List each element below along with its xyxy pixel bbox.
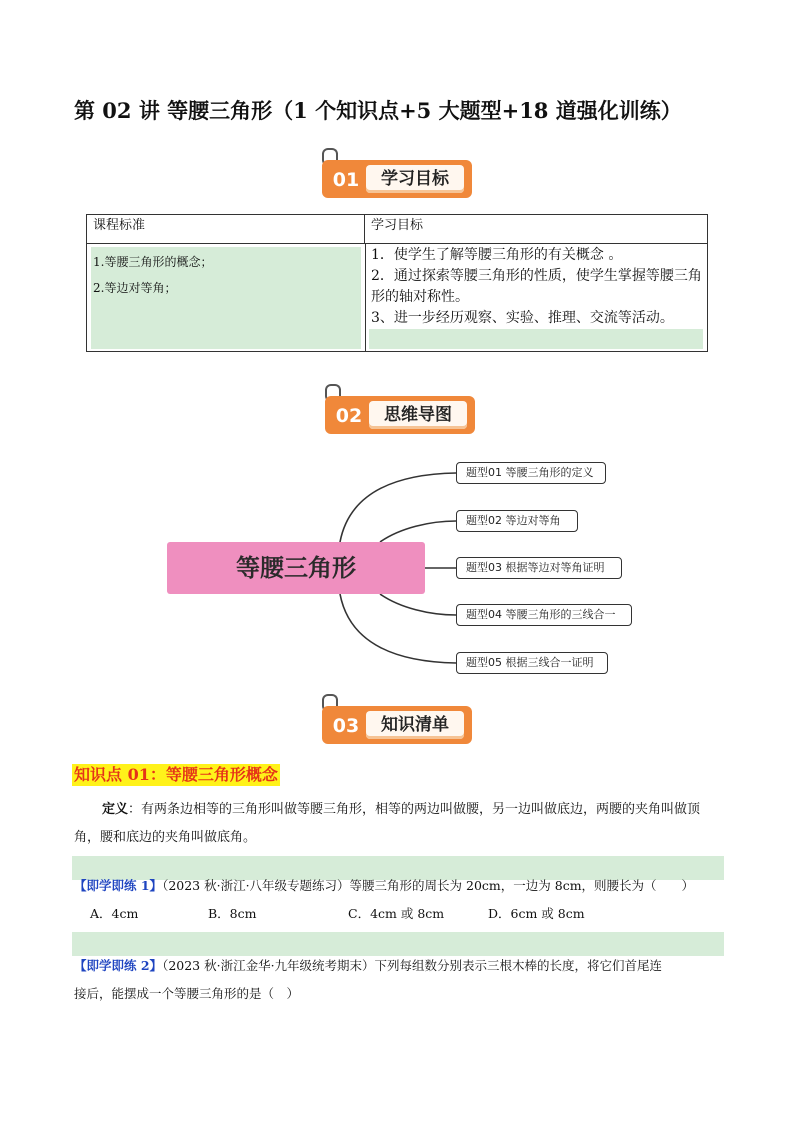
header-course-standard: 课程标准 xyxy=(87,215,365,243)
section-label: 知识清单 xyxy=(366,711,464,739)
mindmap-branch-03: 题型03 根据等边对等角证明 xyxy=(456,557,622,579)
section-label: 思维导图 xyxy=(369,401,467,429)
section-label: 学习目标 xyxy=(366,165,464,193)
definition-label: 定义 xyxy=(102,802,129,817)
mindmap-branch-04: 题型04 等腰三角形的三线合一 xyxy=(456,604,632,626)
section-number: 03 xyxy=(332,715,360,737)
practice-2 xyxy=(74,954,734,978)
section-number: 02 xyxy=(335,405,363,427)
goal-item: 2．通过探索等腰三角形的性质，使学生掌握等腰三角形的轴对称性。 xyxy=(371,268,702,305)
standard-item: 1.等腰三角形的概念； xyxy=(93,255,213,269)
mindmap-center: 等腰三角形 xyxy=(167,542,425,594)
practice-tag: 【即学即练 2】 xyxy=(74,958,163,973)
highlight-bar xyxy=(72,932,724,956)
practice-text: （2023 秋·浙江金华·九年级统考期末）下列每组数分别表示三根木棒的长度，将它们首尾连 xyxy=(162,958,663,973)
definition-text: ：有两条边相等的三角形叫做等腰三角形，相等的两边叫做腰，另一边叫做底边，两腰的夹角叫做顶角，腰和底边的夹角叫做底角。 xyxy=(74,802,701,845)
mindmap-branch-02: 题型02 等边对等角 xyxy=(456,510,578,532)
practice-1 xyxy=(74,874,734,898)
page-title: 第 02 讲 等腰三角形（1 个知识点+5 大题型+18 道强化训练） xyxy=(74,98,682,123)
section-number: 01 xyxy=(332,169,360,191)
header-learning-goals: 学习目标 xyxy=(371,218,424,233)
knowledge-point-title: 知识点 01：等腰三角形概念 xyxy=(74,765,278,784)
definition-paragraph xyxy=(74,796,722,852)
option-b: B．8cm xyxy=(208,906,257,921)
practice-2-line2: 接后，能摆成一个等腰三角形的是（ ） xyxy=(74,986,300,1001)
practice-tag: 【即学即练 1】 xyxy=(74,878,163,893)
option-d: D．6cm 或 8cm xyxy=(488,906,585,921)
option-a: A．4cm xyxy=(90,906,139,921)
goal-item: 3、进一步经历观察、实验、推理、交流等活动。 xyxy=(371,310,674,326)
option-c: C．4cm 或 8cm xyxy=(348,906,445,921)
goal-item: 1．使学生了解等腰三角形的有关概念 。 xyxy=(371,247,623,263)
mindmap-branch-05: 题型05 根据三线合一证明 xyxy=(456,652,608,674)
mindmap-branch-01: 题型01 等腰三角形的定义 xyxy=(456,462,606,484)
standard-item: 2.等边对等角； xyxy=(93,281,177,295)
practice-text: （2023 秋·浙江·八年级专题练习）等腰三角形的周长为 20cm，一边为 8cm，则腰长为（ ） xyxy=(162,878,695,893)
section-badge-03 xyxy=(322,694,472,744)
